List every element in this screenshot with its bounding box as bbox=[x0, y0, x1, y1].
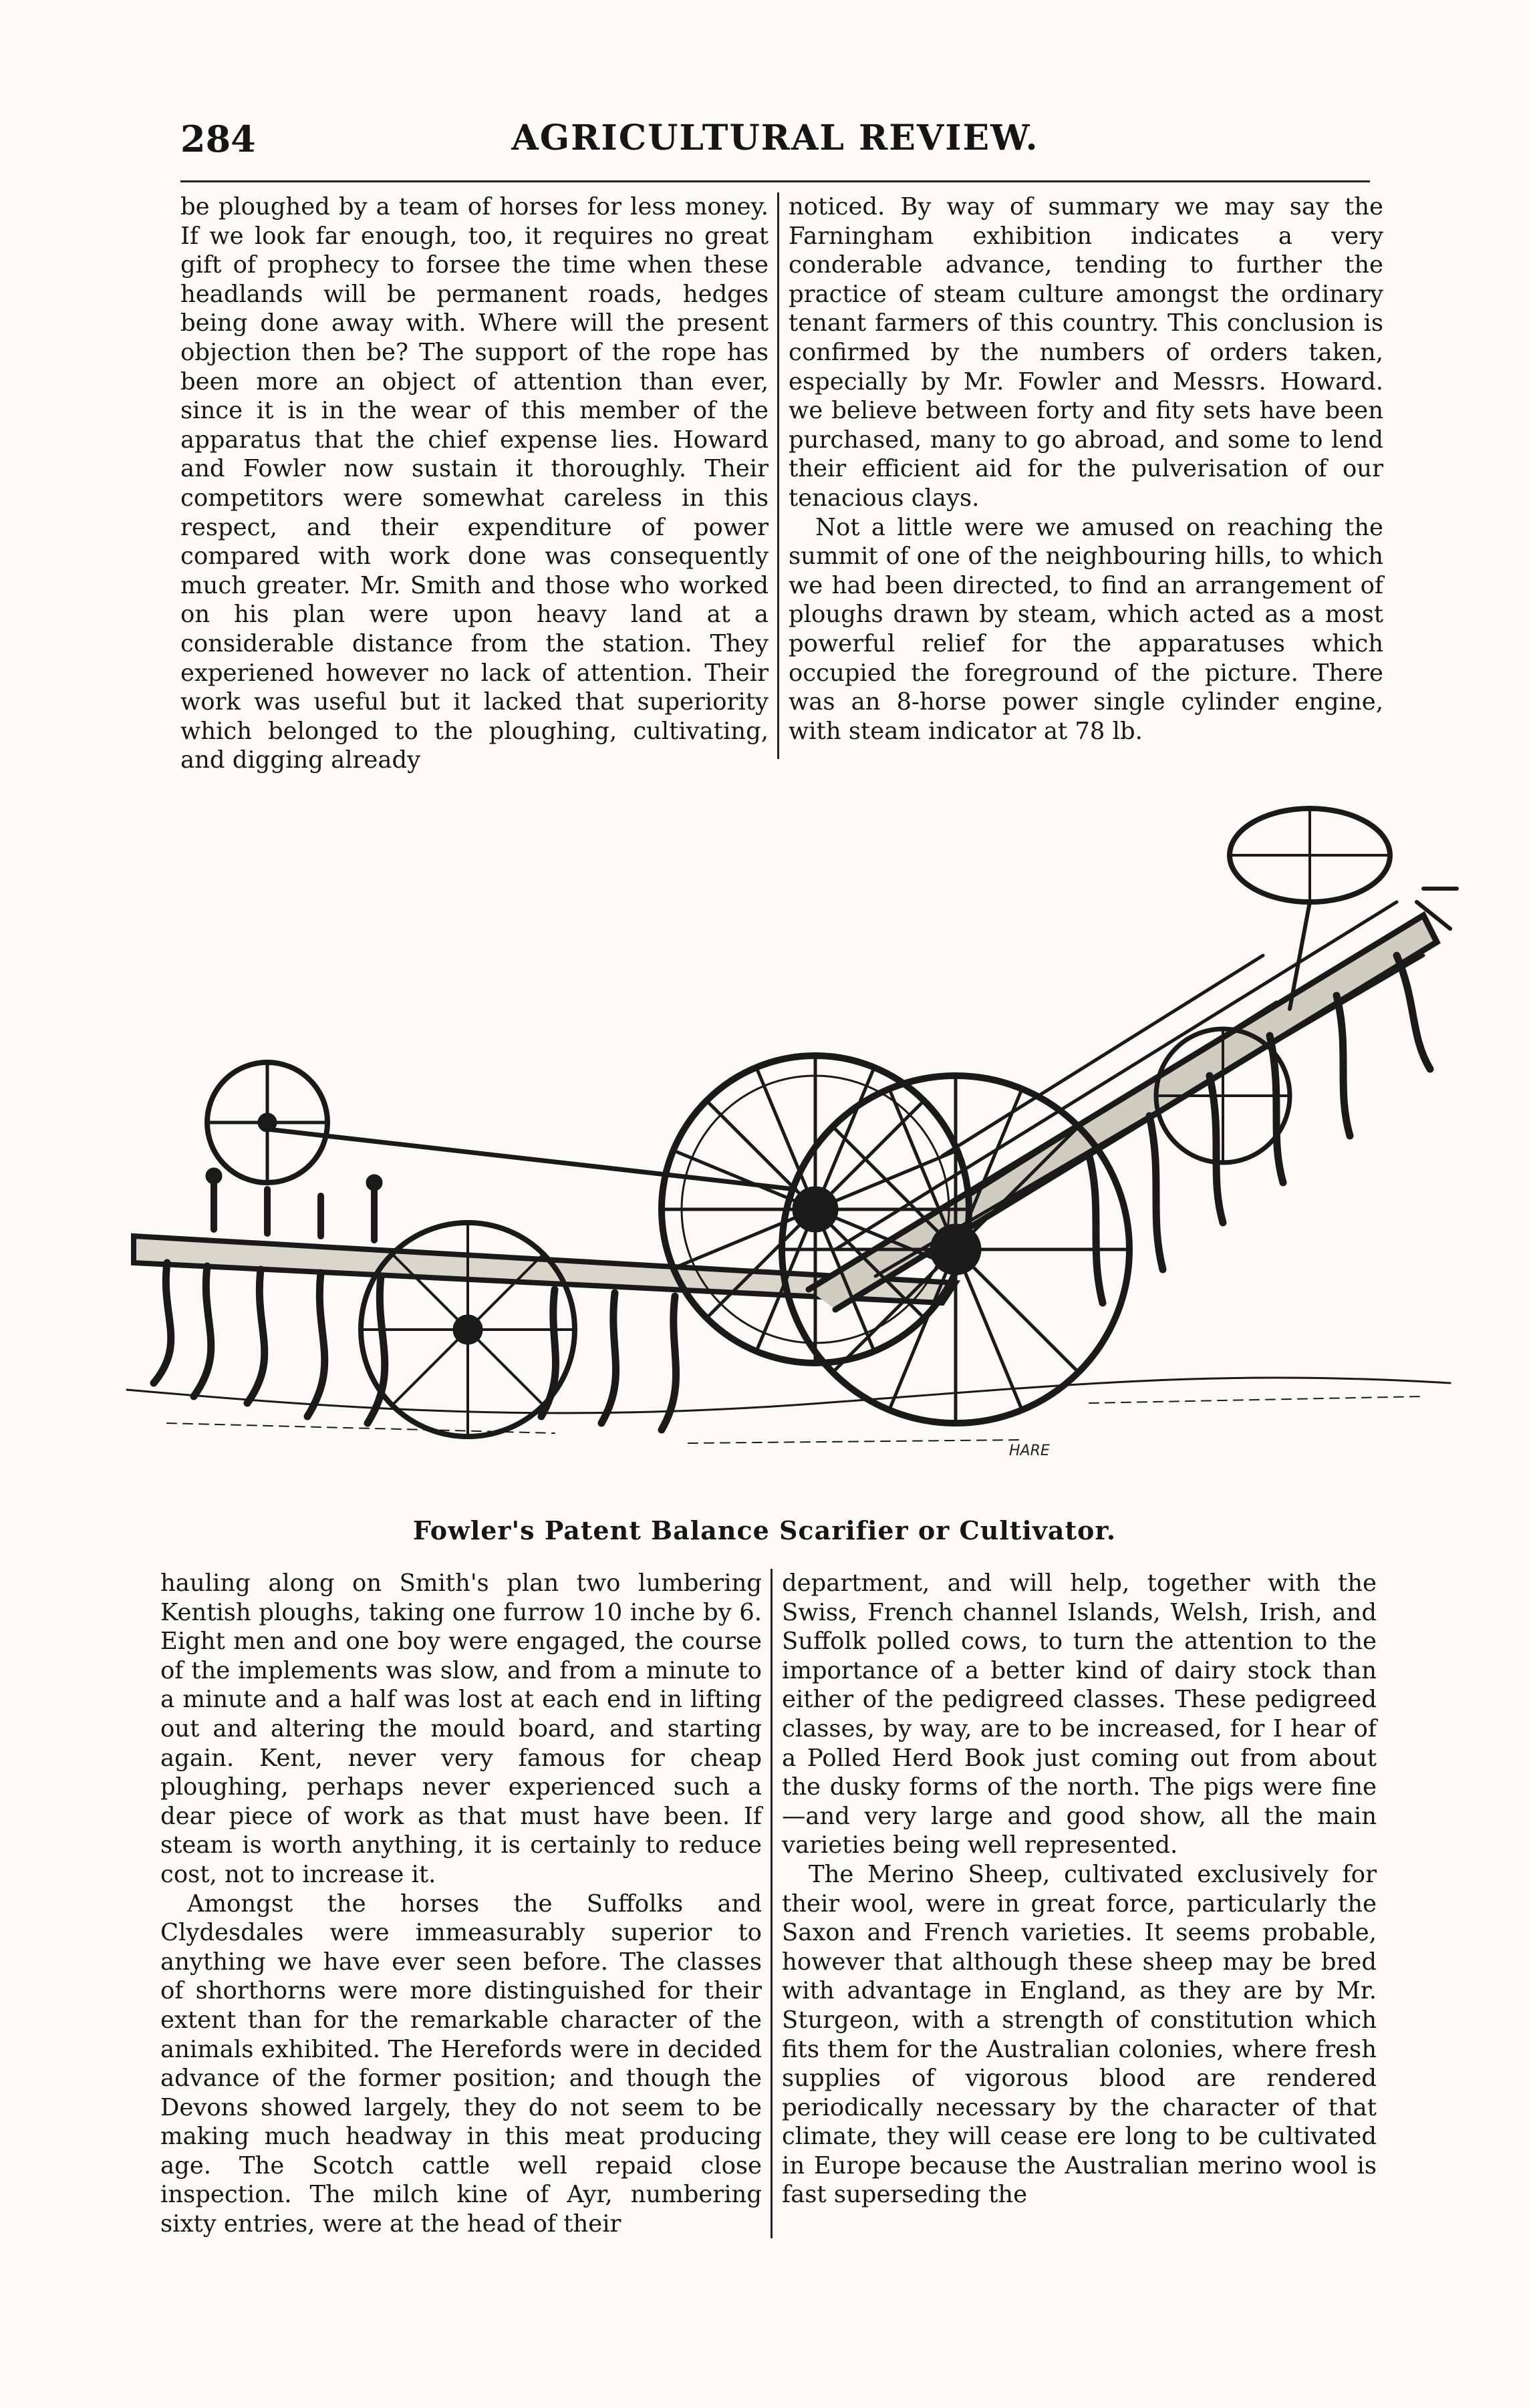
cultivator-illustration bbox=[87, 782, 1464, 1523]
page-header bbox=[180, 118, 1370, 171]
paragraph: be ploughed by a team of horses for less money. If we look far enough, too, it requires no great gift of prophecy to forsee the time when these headlands will be permanent roads, hedges being done away with. Where will the present objection then be? The support of the rope has been more an object of attention than ever, since it is in the wear of this member of the apparatus that the chief expense lies. Howard and Fowler now sustain it thoroughly. Their competitors were somewhat careless in this respect, and their expenditure of power compared with work done was consequently much greater. Mr. Smith and those who worked on his plan were upon heavy land at a considerable distance from the station. They experiened however no lack of attention. Their work was useful but it lacked that superiority which belonged to the ploughing, cultivating, and digging already bbox=[180, 193, 769, 774]
top-right-column bbox=[789, 192, 1383, 746]
column-divider bbox=[771, 1569, 773, 2238]
paragraph: department, and will help, together with the Swiss, French channel Islands, Welsh, Irish, and Suffolk polled cows, to turn the attention to the importance of a better kind of dairy stock than either of the pedigreed classes. These pedigreed classes, by way, are to be increased, for I hear of a Polled Herd Book just coming out from about the dusky forms of the north. The pigs were fine—and very large and good show, all the main varieties being well represented. bbox=[782, 1569, 1377, 1859]
engraver-signature: HARE bbox=[1009, 1443, 1050, 1459]
paragraph: Not a little were we amused on reaching the summit of one of the neighbouring hills, to which we had been directed, to find an arrangement of ploughs drawn by steam, which acted as a most powerful relief for the apparatuses which occupied the foreground of the picture. There was an 8-horse power single cylinder engine, with steam indicator at 78 lb. bbox=[789, 513, 1383, 745]
bottom-left-column bbox=[160, 1569, 762, 2239]
paragraph: The Merino Sheep, cultivated exclusively for their wool, were in great force, particularly the Saxon and French varieties. It seems probable, however that although these sheep may be bred with advantage in England, as they are by Mr. Sturgeon, with a strength of constitution which fits them for the Australian colonies, where fresh supplies of vigorous blood are rendered periodically necessary by the character of that climate, they will cease ere long to be cultivated in Europe because the Australian merino wool is fast superseding the bbox=[782, 1860, 1377, 2209]
paragraph: noticed. By way of summary we may say the Farningham exhibition indicates a very conderable advance, tending to further the practice of steam culture amongst the ordinary tenant farmers of this country. This conclusion is confirmed by the numbers of orders taken, especially by Mr. Fowler and Messrs. Howard. we believe between forty and fity sets have been purchased, many to go abroad, and some to lend their efficient aid for the pulverisation of our tenacious clays. bbox=[789, 193, 1383, 512]
paragraph: hauling along on Smith's plan two lumbering Kentish ploughs, taking one furrow 10 inche by 6. Eight men and one boy were engaged, the course of the implements was slow, and from a minute to a minute and a half was lost at each end in lifting out and altering the mould board, and starting again. Kent, never very famous for cheap ploughing, perhaps never experienced such a dear piece of work as that must have been. If steam is worth anything, it is certainly to reduce cost, not to increase it. bbox=[160, 1569, 762, 1888]
figure-caption: Fowler's Patent Balance Scarifier or Cultivator. bbox=[412, 1515, 1117, 1545]
paragraph: Amongst the horses the Suffolks and Clydesdales were immeasurably superior to anything we have ever seen before. The classes of shorthorns were more distinguished for their extent than for the remarkable character of the animals exhibited. The Herefords were in decided advance of the former position; and though the Devons showed largely, they do not seem to be making much headway in this meat producing age. The Scotch cattle well repaid close inspection. The milch kine of Ayr, numbering sixty entries, were at the head of their bbox=[160, 1890, 762, 2238]
running-head: AGRICULTURAL REVIEW. bbox=[511, 118, 1039, 158]
top-left-column bbox=[180, 192, 769, 775]
page-number: 284 bbox=[180, 118, 256, 160]
column-divider bbox=[777, 192, 779, 759]
bottom-right-column bbox=[782, 1569, 1377, 2210]
header-rule bbox=[180, 180, 1370, 182]
